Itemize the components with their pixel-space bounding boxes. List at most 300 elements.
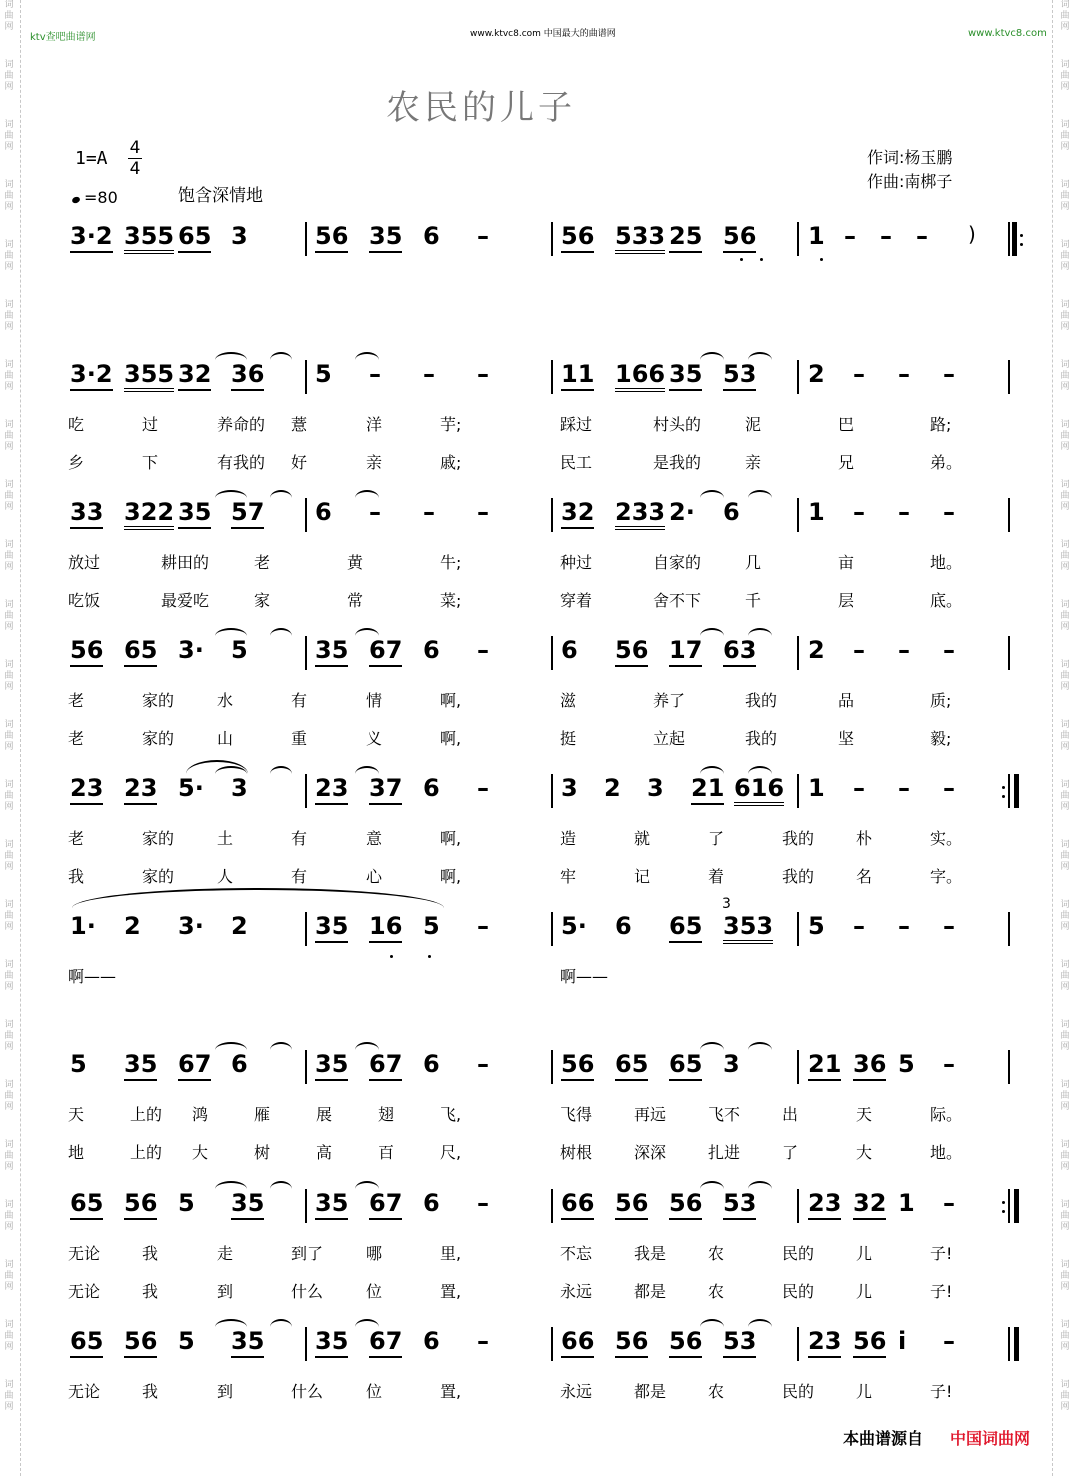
watermark-char: 曲	[1060, 1091, 1070, 1101]
lyric-word: 儿	[856, 1282, 873, 1301]
left-watermark-strip	[2, 0, 16, 1476]
dash-sustain: –	[477, 1327, 489, 1355]
note-group: 355	[124, 222, 174, 254]
watermark-char: 网	[4, 22, 14, 32]
barline	[797, 912, 799, 946]
note-group: 67	[369, 1050, 402, 1081]
note-group: 3	[647, 774, 664, 802]
repeat-dots	[1002, 780, 1006, 804]
lyric-word: 质;	[930, 691, 952, 710]
dash-sustain: –	[943, 1327, 955, 1355]
slur	[748, 1319, 772, 1327]
lower-octave-dot	[760, 258, 763, 261]
note-group: 23	[808, 1189, 841, 1220]
lyric-word: 里,	[440, 1244, 462, 1263]
watermark-group	[1058, 360, 1072, 420]
note-group: i	[898, 1327, 907, 1355]
watermark-char: 词	[1060, 600, 1070, 610]
lyric-word: 到	[217, 1282, 234, 1301]
watermark-char: 曲	[1060, 251, 1070, 261]
lyric-word: 名	[856, 867, 873, 886]
lyric-word: 永远	[560, 1282, 593, 1301]
watermark-char: 曲	[4, 1271, 14, 1281]
watermark-group	[1058, 840, 1072, 900]
dash-sustain: –	[943, 636, 955, 664]
phrase-slur	[72, 888, 444, 908]
watermark-char: 曲	[4, 911, 14, 921]
note-group: 1·	[70, 912, 96, 940]
lyric-word: 义	[366, 729, 383, 748]
lyric-word: 老	[254, 553, 271, 572]
watermark-char: 曲	[1060, 731, 1070, 741]
note-group: 67	[369, 1189, 402, 1220]
lyric-word: 飞得	[560, 1105, 593, 1124]
note-group: 616	[734, 774, 784, 806]
watermark-char: 词	[4, 660, 14, 670]
watermark-char: 词	[1060, 900, 1070, 910]
note-group: 3·	[178, 912, 204, 940]
lyric-word: 家	[254, 591, 271, 610]
note-group: 35	[369, 222, 402, 253]
note-group: 16	[369, 912, 402, 943]
note-group: 2	[808, 636, 825, 664]
lyric-word: 啊,	[440, 867, 462, 886]
note-group: 37	[369, 774, 402, 805]
watermark-group	[2, 1260, 16, 1320]
watermark-char: 网	[1060, 802, 1070, 812]
lyric-word: 实。	[930, 829, 963, 848]
phrase-slur	[186, 760, 248, 774]
slur	[270, 1181, 292, 1189]
note-group: 23	[70, 774, 103, 805]
watermark-char: 网	[4, 1162, 14, 1172]
composer: 作曲:南梆子	[867, 172, 953, 191]
watermark-char: 词	[1060, 1200, 1070, 1210]
watermark-char: 网	[4, 622, 14, 632]
slur	[700, 490, 724, 498]
lyric-word: 上的	[130, 1143, 163, 1162]
watermark-char: 网	[1060, 562, 1070, 572]
lyric-word: 戚;	[440, 453, 462, 472]
barline	[797, 636, 799, 670]
watermark-group	[2, 720, 16, 780]
lyric-word: 牢	[560, 867, 577, 886]
note-group: 56	[669, 1327, 702, 1358]
note-group: 66	[561, 1189, 594, 1220]
dash-sustain: –	[898, 498, 910, 526]
lyric-word: 家的	[142, 829, 175, 848]
watermark-char: 网	[4, 442, 14, 452]
watermark-char: 曲	[4, 1151, 14, 1161]
lyric-word: 放过	[68, 553, 101, 572]
left-margin-line	[20, 0, 21, 1476]
lyric-word: 我的	[745, 691, 778, 710]
watermark-char: 网	[1060, 1162, 1070, 1172]
barline	[305, 360, 307, 394]
note-group: 66	[561, 1327, 594, 1358]
barline	[551, 360, 553, 394]
lyric-word: 老	[68, 829, 85, 848]
watermark-char: 曲	[4, 491, 14, 501]
watermark-char: 网	[4, 142, 14, 152]
lyric-word: 踩过	[560, 415, 593, 434]
lyric-word: 到了	[291, 1244, 324, 1263]
watermark-char: 词	[1060, 840, 1070, 850]
lyric-word: 大	[192, 1143, 209, 1162]
watermark-group	[2, 960, 16, 1020]
note-group: 35	[231, 1327, 264, 1358]
watermark-group	[2, 120, 16, 180]
watermark-char: 词	[4, 120, 14, 130]
watermark-char: 曲	[1060, 1031, 1070, 1041]
watermark-char: 网	[4, 502, 14, 512]
lyric-word: 大	[856, 1143, 873, 1162]
barline	[1008, 912, 1010, 946]
watermark-char: 曲	[1060, 671, 1070, 681]
watermark-char: 词	[1060, 720, 1070, 730]
slur	[270, 1319, 292, 1327]
watermark-char: 曲	[4, 791, 14, 801]
note-group: 5	[898, 1050, 915, 1078]
lyric-word: 百	[378, 1143, 395, 1162]
repeat-dots	[1020, 228, 1024, 252]
slur	[215, 1181, 247, 1189]
lyric-word: 地。	[930, 553, 963, 572]
slur	[270, 766, 292, 774]
barline	[797, 1050, 799, 1084]
note-group: 57	[231, 498, 264, 529]
repeat-dots	[1002, 1195, 1006, 1219]
barline	[551, 1189, 553, 1223]
watermark-group	[1058, 300, 1072, 360]
footer-source-site[interactable]: 中国词曲网	[950, 1429, 1031, 1448]
lyric-word: 都是	[634, 1382, 667, 1401]
note-group: 6	[423, 1189, 440, 1217]
watermark-group	[2, 360, 16, 420]
watermark-group	[2, 1020, 16, 1080]
barline	[1008, 774, 1010, 808]
watermark-char: 网	[1060, 442, 1070, 452]
watermark-char: 曲	[1060, 1271, 1070, 1281]
dash-sustain: –	[477, 498, 489, 526]
header-center-note: www.ktvc8.com 中国最大的曲谱网	[470, 29, 616, 39]
slur	[700, 1042, 724, 1050]
lyric-word: 最爱吃	[161, 591, 210, 610]
note-group: 63	[723, 636, 756, 667]
dash-sustain: –	[943, 912, 955, 940]
watermark-char: 词	[1060, 360, 1070, 370]
note-group: 17	[669, 636, 702, 667]
watermark-group	[1058, 720, 1072, 780]
lyric-word: 洋	[366, 415, 383, 434]
lyric-word: 哪	[366, 1244, 383, 1263]
note-group: 65	[124, 636, 157, 667]
note-group: 35	[669, 360, 702, 391]
watermark-group	[1058, 780, 1072, 840]
note-group: 6	[423, 1327, 440, 1355]
note-group: 56	[615, 636, 648, 667]
watermark-group	[1058, 0, 1072, 60]
watermark-char: 曲	[4, 191, 14, 201]
lyric-word: 都是	[634, 1282, 667, 1301]
watermark-char: 词	[4, 900, 14, 910]
lyric-word: 家的	[142, 691, 175, 710]
barline	[305, 1189, 307, 1223]
repeat-dot	[1002, 1210, 1005, 1213]
lyric-word: 毅;	[930, 729, 952, 748]
lyric-word: 上的	[130, 1105, 163, 1124]
note-group: 56	[124, 1327, 157, 1358]
note-group: 5	[423, 912, 440, 940]
tempo-mark	[72, 188, 118, 207]
lyric-word: 了	[708, 829, 725, 848]
watermark-char: 曲	[1060, 551, 1070, 561]
watermark-group	[1058, 1200, 1072, 1260]
note-group: 67	[369, 636, 402, 667]
note-group: 5	[315, 360, 332, 388]
lyric-word: 再远	[634, 1105, 667, 1124]
note-group: 2	[231, 912, 248, 940]
lyric-word: 吃	[68, 415, 85, 434]
watermark-group	[1058, 480, 1072, 540]
dash-sustain: –	[916, 222, 928, 250]
note-group: 322	[124, 498, 174, 530]
slur	[215, 1319, 247, 1327]
barline	[1008, 1050, 1010, 1084]
watermark-char: 词	[4, 720, 14, 730]
lyric-word: 我的	[782, 829, 815, 848]
lyric-word: 底。	[930, 591, 963, 610]
slur	[215, 628, 247, 636]
watermark-char: 网	[4, 802, 14, 812]
lyric-word: 民的	[782, 1382, 815, 1401]
note-group: 5	[178, 1189, 195, 1217]
lyric-word: 心	[366, 867, 383, 886]
watermark-group	[1058, 540, 1072, 600]
lyric-word: 出	[782, 1105, 799, 1124]
lyric-word: 家的	[142, 867, 175, 886]
note-group: 21	[808, 1050, 841, 1081]
note-group: 1	[808, 222, 825, 250]
watermark-char: 词	[4, 480, 14, 490]
watermark-group	[1058, 960, 1072, 1020]
watermark-char: 词	[1060, 1080, 1070, 1090]
watermark-group	[2, 180, 16, 240]
watermark-char: 网	[4, 1102, 14, 1112]
watermark-group	[1058, 1320, 1072, 1380]
note-group: 533	[615, 222, 665, 254]
lyric-word: 农	[708, 1382, 725, 1401]
dash-sustain: –	[943, 1189, 955, 1217]
watermark-char: 词	[1060, 480, 1070, 490]
watermark-char: 网	[1060, 262, 1070, 272]
note-group: 5·	[178, 774, 204, 802]
watermark-char: 网	[1060, 1342, 1070, 1352]
lyric-word: 土	[217, 829, 234, 848]
dash-sustain: –	[898, 360, 910, 388]
barline	[1008, 1327, 1010, 1361]
note-group: 53	[723, 1189, 756, 1220]
watermark-char: 网	[4, 1342, 14, 1352]
lyric-word: 千	[745, 591, 762, 610]
lyric-word: 展	[316, 1105, 333, 1124]
lyric-word: 翅	[378, 1105, 395, 1124]
watermark-group	[1058, 1380, 1072, 1440]
slur	[700, 352, 724, 360]
watermark-char: 词	[1060, 240, 1070, 250]
watermark-group	[2, 900, 16, 960]
barline	[551, 1327, 553, 1361]
note-group: 56	[561, 1050, 594, 1081]
barline	[797, 1189, 799, 1223]
lyric-word: 我的	[782, 867, 815, 886]
lyric-word: 天	[68, 1105, 85, 1124]
watermark-char: 网	[4, 202, 14, 212]
watermark-char: 曲	[4, 431, 14, 441]
note-group: 35	[178, 498, 211, 529]
lyric-word: 立起	[653, 729, 686, 748]
lyric-word: 我	[142, 1282, 159, 1301]
dash-sustain: –	[943, 774, 955, 802]
lyric-word: 家的	[142, 729, 175, 748]
repeat-barline	[1014, 774, 1019, 808]
note-group: 6	[615, 912, 632, 940]
repeat-dot	[1020, 243, 1023, 246]
lyric-word: 深深	[634, 1143, 667, 1162]
lyric-word: 兄	[838, 453, 855, 472]
slur	[355, 628, 379, 636]
watermark-char: 曲	[4, 671, 14, 681]
watermark-char: 词	[1060, 300, 1070, 310]
note-group: 353	[723, 912, 773, 944]
lyric-word: 弟。	[930, 453, 963, 472]
closing-paren: )	[968, 222, 976, 246]
final-barline	[1014, 1327, 1019, 1361]
dash-sustain: –	[477, 1050, 489, 1078]
dash-sustain: –	[853, 636, 865, 664]
watermark-char: 曲	[1060, 971, 1070, 981]
dash-sustain: –	[423, 498, 435, 526]
song-title: 农民的儿子	[386, 88, 576, 128]
lyric-word: 位	[366, 1382, 383, 1401]
watermark-char: 网	[1060, 142, 1070, 152]
barline	[797, 1327, 799, 1361]
slur	[215, 352, 247, 360]
repeat-barline	[1012, 222, 1017, 256]
lower-octave-dot	[740, 258, 743, 261]
lyric-word: 就	[634, 829, 651, 848]
note-group: 35	[315, 912, 348, 943]
lyric-word: 有我的	[217, 453, 266, 472]
watermark-char: 曲	[1060, 1151, 1070, 1161]
lyric-word: 飞,	[440, 1105, 462, 1124]
dash-sustain: –	[853, 774, 865, 802]
slur	[700, 628, 724, 636]
lyric-word: 地	[68, 1143, 85, 1162]
watermark-group	[2, 480, 16, 540]
watermark-char: 网	[1060, 22, 1070, 32]
lower-octave-dot	[428, 955, 431, 958]
note-group: 56	[669, 1189, 702, 1220]
watermark-group	[1058, 1140, 1072, 1200]
watermark-char: 曲	[4, 611, 14, 621]
header-left-site[interactable]: ktv查吧曲谱网	[30, 32, 96, 43]
watermark-group	[2, 1200, 16, 1260]
note-group: 6	[561, 636, 578, 664]
key-signature: 1=A	[75, 148, 108, 169]
watermark-char: 曲	[1060, 431, 1070, 441]
watermark-char: 曲	[4, 131, 14, 141]
watermark-char: 网	[1060, 1402, 1070, 1412]
watermark-char: 网	[4, 382, 14, 392]
lyric-word: 常	[347, 591, 364, 610]
barline	[551, 636, 553, 670]
note-group: 2	[604, 774, 621, 802]
watermark-char: 网	[4, 82, 14, 92]
watermark-group	[2, 1140, 16, 1200]
watermark-char: 曲	[4, 1331, 14, 1341]
note-group: 6	[423, 1050, 440, 1078]
lyric-word: 啊,	[440, 829, 462, 848]
note-group: 33	[70, 498, 103, 529]
watermark-char: 曲	[1060, 791, 1070, 801]
watermark-char: 网	[1060, 502, 1070, 512]
lower-octave-dot	[390, 955, 393, 958]
slur	[355, 352, 379, 360]
watermark-char: 网	[4, 322, 14, 332]
lyric-word: 我	[142, 1244, 159, 1263]
watermark-char: 曲	[4, 1031, 14, 1041]
barline	[551, 1050, 553, 1084]
dash-sustain: –	[943, 1050, 955, 1078]
watermark-char: 网	[1060, 862, 1070, 872]
lyric-word: 子!	[930, 1382, 953, 1401]
watermark-char: 曲	[4, 851, 14, 861]
note-group: 35	[124, 1050, 157, 1081]
slur	[700, 1319, 724, 1327]
slur	[748, 628, 772, 636]
barline	[797, 360, 799, 394]
header-right-site[interactable]: www.ktvc8.com	[968, 28, 1047, 39]
lyric-word: 滋	[560, 691, 577, 710]
lyric-word: 几	[745, 553, 762, 572]
dash-sustain: –	[853, 498, 865, 526]
lyric-word: 黄	[347, 553, 364, 572]
note-group: 32	[561, 498, 594, 529]
watermark-group	[2, 780, 16, 840]
lyric-word: 地。	[930, 1143, 963, 1162]
lyric-word: 树	[254, 1143, 271, 1162]
lyric-word: 乡	[68, 453, 85, 472]
expression-mark: 饱含深情地	[178, 186, 263, 206]
watermark-char: 词	[1060, 960, 1070, 970]
watermark-char: 词	[4, 0, 14, 10]
watermark-char: 网	[1060, 322, 1070, 332]
barline	[1008, 222, 1010, 256]
dash-sustain: –	[898, 912, 910, 940]
note-group: 5	[808, 912, 825, 940]
lyric-word: 子!	[930, 1244, 953, 1263]
lyric-word: 无论	[68, 1244, 101, 1263]
note-group: 1	[898, 1189, 915, 1217]
lyric-word: 啊——	[560, 967, 609, 986]
note-group: 11	[561, 360, 594, 391]
time-top: 4	[129, 138, 141, 158]
watermark-char: 曲	[1060, 371, 1070, 381]
lyric-word: 到	[217, 1382, 234, 1401]
watermark-char: 网	[4, 862, 14, 872]
watermark-char: 曲	[4, 11, 14, 21]
